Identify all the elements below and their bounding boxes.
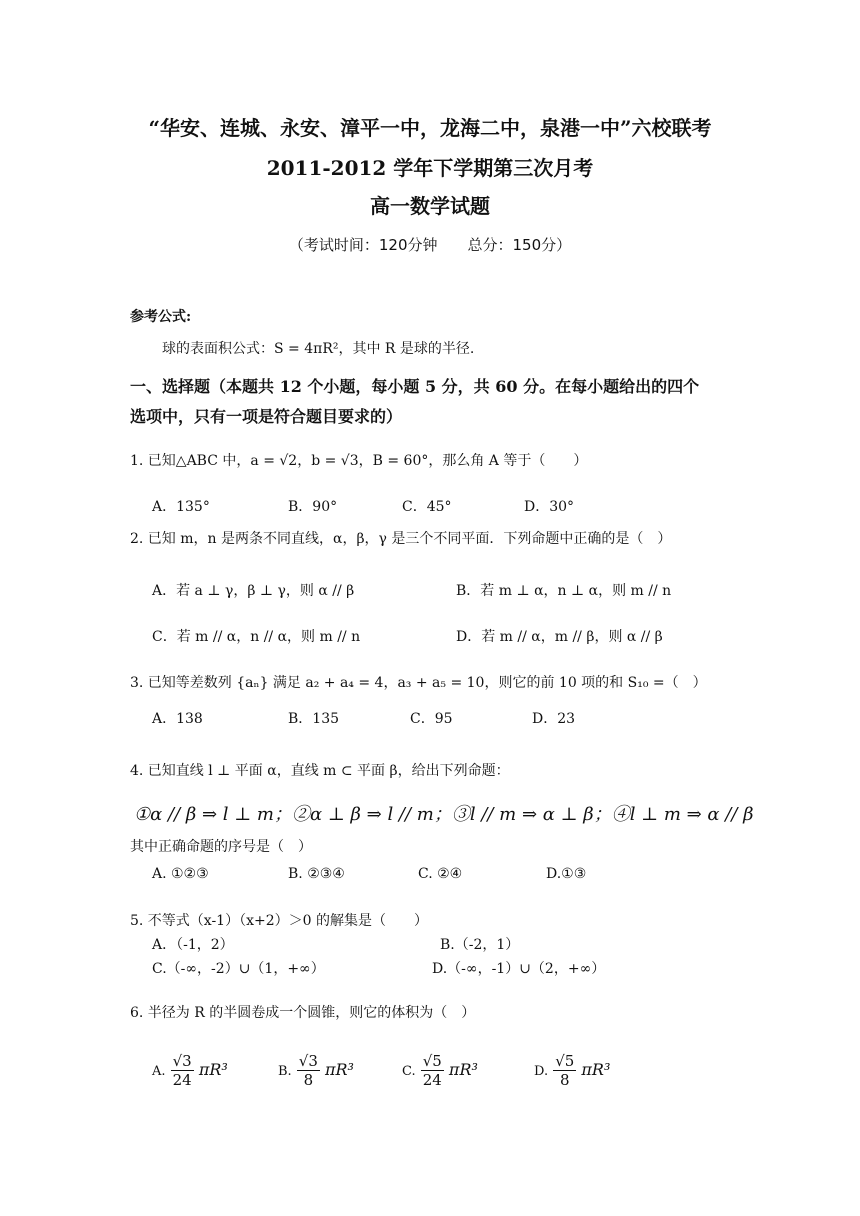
formula-label: 参考公式: [130,309,192,325]
option-label: D. [534,1064,549,1079]
fraction-numerator: √5 [555,1052,575,1070]
section-heading-line2: 选项中，只有一项是符合题目要求的） [130,407,403,426]
option-label: C. [402,1064,416,1079]
question-5-option-b: B.（-2，1） [440,937,520,953]
exam-info: （考试时间：120分钟 总分：150分） [288,236,572,254]
question-1-stem: 1. 已知△ABC 中，a = √2，b = √3，B = 60°，那么角 A 等于（ ） [130,453,588,469]
question-4-option-c: C. ②④ [418,866,463,882]
question-6-option-b [278,1052,354,1089]
fraction-denominator: 8 [559,1071,570,1089]
question-5-option-a: A．（-1，2） [152,937,234,953]
question-2-option-d: D．若 m // α，m // β，则 α // β [456,629,663,645]
fraction [171,1052,194,1089]
fraction-numerator: √3 [298,1052,318,1070]
question-4-stem: 4. 已知直线 l ⊥ 平面 α，直线 m ⊂ 平面 β，给出下列命题： [130,763,510,779]
question-2-option-b: B．若 m ⊥ α，n ⊥ α，则 m // n [456,583,672,599]
question-6-option-d [534,1052,610,1089]
question-4-ask: 其中正确命题的序号是（ ） [130,839,312,855]
option-tail: πR³ [324,1060,354,1079]
option-label: B. [278,1064,292,1079]
question-5-option-d: D.（-∞，-1）∪（2，+∞） [432,961,606,977]
question-1-option-a: A．135° [152,499,210,515]
formula-text: 球的表面积公式：S = 4πR²，其中 R 是球的半径. [162,341,475,357]
option-tail: πR³ [581,1060,611,1079]
question-4-option-b: B. ②③④ [288,866,345,882]
exam-title-schools: “华安、连城、永安、漳平一中，龙海二中，泉港一中”六校联考 [148,116,712,140]
question-3-option-d: D．23 [532,711,576,727]
fraction [297,1052,320,1089]
question-4-option-a: A. ①②③ [152,866,209,882]
question-4-propositions: ①α // β ⇒ l ⊥ m；②α ⊥ β ⇒ l // m；③l // m ⇒ α ⊥ β；④l ⊥ m ⇒ α // β [134,804,754,825]
question-3-option-b: B．135 [288,711,340,727]
exam-title-subject: 高一数学试题 [370,194,490,218]
option-label: A. [152,1064,166,1079]
question-1-option-b: B．90° [288,499,338,515]
question-1-option-d: D．30° [524,499,575,515]
exam-title-term: 2011-2012 学年下学期第三次月考 [266,156,594,180]
question-6-option-a [152,1052,228,1089]
question-3-option-c: C．95 [410,711,453,727]
question-5-stem: 5. 不等式（x-1）（x+2）＞0 的解集是（ ） [130,913,428,929]
fraction [421,1052,444,1089]
question-3-stem: 3. 已知等差数列 {aₙ} 满足 a₂ + a₄ = 4，a₃ + a₅ = 10，则它的前 10 项的和 S₁₀ =（ ） [130,675,707,691]
fraction-numerator: √5 [422,1052,442,1070]
fraction [553,1052,576,1089]
section-heading-line1: 一、选择题（本题共 12 个小题，每小题 5 分，共 60 分。在每小题给出的四个 [130,377,700,396]
option-tail: πR³ [448,1060,478,1079]
question-3-option-a: A．138 [152,711,203,727]
question-2-option-a: A．若 a ⊥ γ，β ⊥ γ，则 α // β [152,583,355,599]
question-5-option-c: C.（-∞，-2）∪（1，+∞） [152,961,325,977]
option-tail: πR³ [198,1060,228,1079]
question-4-option-d: D.①③ [546,866,587,882]
fraction-denominator: 24 [422,1071,442,1089]
fraction-denominator: 8 [303,1071,314,1089]
fraction-denominator: 24 [172,1071,192,1089]
question-2-option-c: C．若 m // α，n // α，则 m // n [152,629,361,645]
question-6-stem: 6. 半径为 R 的半圆卷成一个圆锥，则它的体积为（ ） [130,1005,476,1021]
fraction-numerator: √3 [172,1052,192,1070]
question-2-stem: 2. 已知 m，n 是两条不同直线，α，β，γ 是三个不同平面．下列命题中正确的是（ ） [130,531,672,547]
question-1-option-c: C．45° [402,499,452,515]
question-6-option-c [402,1052,478,1089]
